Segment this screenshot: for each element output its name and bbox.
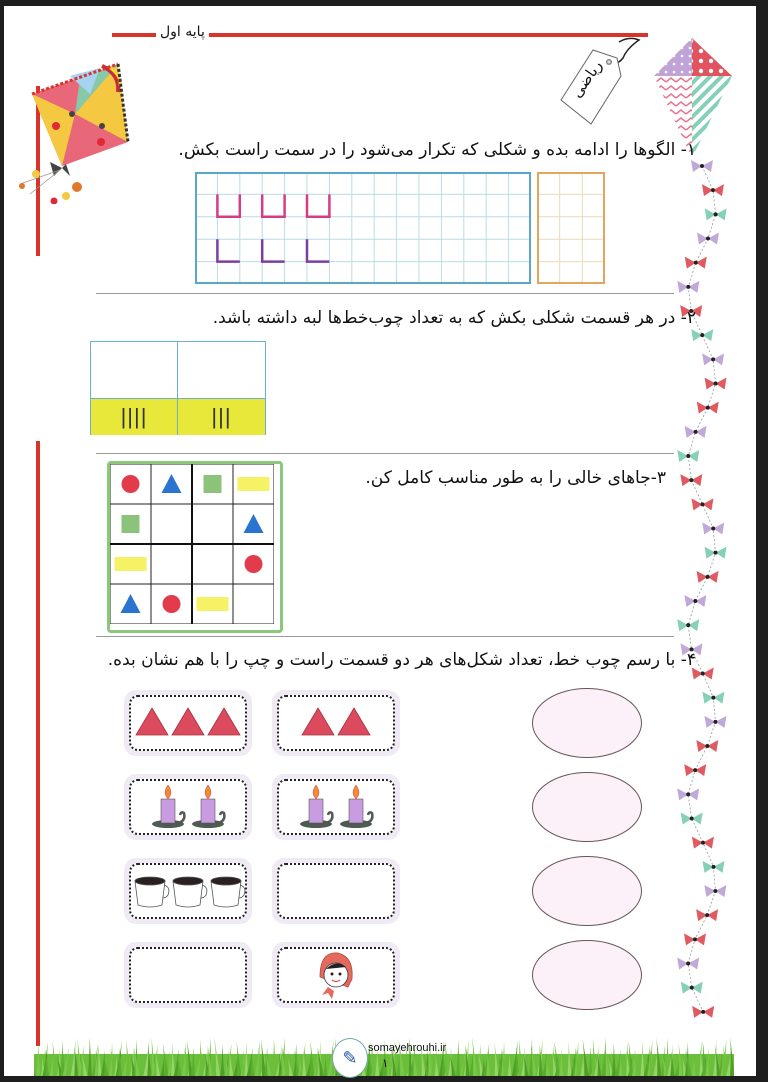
grade-label: پایه اول [156,24,209,40]
question-1-pattern-grid [195,172,531,284]
green-square-shape [204,475,222,493]
bow-knot [711,696,715,700]
bow-knot [701,672,705,676]
green-square-shape [122,515,140,533]
bow-knot [701,841,705,845]
answer-grid-border [538,173,604,283]
kite-left-tail-dots [14,166,74,206]
grid-border [196,173,530,283]
worksheet-page [4,6,756,1076]
candle-item [152,785,184,828]
l-pattern-shape [262,239,284,261]
bow-knot [714,382,718,386]
bow-knot [705,744,709,748]
question-3-sudoku-grid [107,461,283,633]
bow-knot [693,937,697,941]
q4-row-1-answer-oval[interactable] [532,688,642,758]
yellow-rectangle-shape [115,557,147,571]
bow-knot [690,817,694,821]
tally-marks-3: ||| [211,404,232,429]
candle-item [340,785,372,828]
website-label: somayehrouhi.ir [368,1042,447,1054]
bow-garland-decoration [672,156,742,1046]
bow-knot [686,623,690,627]
tally-cell-2-drawing-area[interactable] [178,342,265,398]
sudoku-cell-empty[interactable] [233,584,274,624]
bow-knot [693,599,697,603]
triangle-item [302,708,334,735]
tally-cell-1 [91,398,178,435]
q4-row-2-right-box [272,774,400,840]
tally-cell-1-drawing-area[interactable] [91,342,178,398]
dotted-border [129,947,247,1003]
red-circle-shape [163,595,181,613]
bow-knot [711,188,715,192]
frame-left-line-lower [36,441,40,1046]
cup-item [211,877,245,907]
candle-item [192,785,224,828]
bow-knot [706,575,710,579]
bow-knot [706,406,710,410]
bow-knot [694,261,698,265]
subject-tag-illustration [539,36,659,131]
dotted-border [277,863,395,919]
section-divider-2 [96,453,674,454]
bow-knot [713,720,717,724]
bow-knot [686,285,690,289]
bow-knot [711,527,715,531]
bow-knot [693,768,697,772]
triangle-item [136,708,168,735]
bow-knot [700,333,704,337]
question-3-title: ۳-جاهای خالی را به طور مناسب کامل کن. [365,468,666,488]
bow-knot [690,986,694,990]
q4-row-4-right-box [272,942,400,1008]
q4-row-3-right-box[interactable] [272,858,400,924]
bow-knot [712,865,716,869]
bow-knot [694,430,698,434]
bow-knot [700,164,704,168]
u-pattern-shape [217,194,239,216]
triangle-item [208,708,240,735]
q4-row-1-right-box [272,690,400,756]
girl-face-item [320,953,352,999]
q4-row-3-answer-oval[interactable] [532,856,642,926]
bow-knot [686,792,690,796]
question-2-title: ۲- در هر قسمت شکلی بکش که به تعداد چوب‌خط‌ها لبه داشته باشد. [212,308,696,328]
tally-marks-4: |||| [120,404,148,429]
bow-knot [714,212,718,216]
question-4-title: ۴- با رسم چوب خط، تعداد شکل‌های هر دو قسمت راست و چپ را با هم نشان بده. [107,650,696,670]
q4-row-4-left-box[interactable] [124,942,252,1008]
logo-calligraphy-icon: ✎ [342,1047,358,1069]
site-logo [332,1038,368,1078]
triangle-item [172,708,204,735]
q4-row-4-answer-oval[interactable] [532,940,642,1010]
question-1-title: ۱- الگوها را ادامه بده و شکلی که تکرار می‌شود را در سمت راست بکش. [178,140,696,160]
bow-knot [701,1010,705,1014]
bow-knot [705,913,709,917]
sudoku-cell-empty[interactable] [192,504,233,544]
red-circle-shape [245,555,263,573]
q4-row-1-left-box [124,690,252,756]
section-divider-1 [96,293,674,294]
bow-knot [689,478,693,482]
l-pattern-shape [307,239,329,261]
garland-string [688,166,715,1012]
sudoku-cell-empty[interactable] [192,544,233,584]
yellow-rectangle-shape [197,597,229,611]
page-number: ۱ [382,1056,389,1070]
q4-row-2-left-box [124,774,252,840]
sudoku-cell-empty[interactable] [151,544,192,584]
bow-knot [686,454,690,458]
tally-cell-2 [178,398,265,435]
q4-row-2-answer-oval[interactable] [532,772,642,842]
question-1-answer-grid[interactable] [537,172,605,284]
bow-knot [686,962,690,966]
bow-knot [714,551,718,555]
yellow-rectangle-shape [238,477,270,491]
candle-item [300,785,332,828]
bow-knot [700,502,704,506]
bow-knot [711,357,715,361]
triangle-item [338,708,370,735]
u-pattern-shape [307,194,329,216]
cup-item [135,877,169,907]
l-pattern-shape [217,239,239,261]
bow-knot [713,889,717,893]
subject-tag-label: ریاضی [567,56,606,102]
section-divider-3 [96,636,674,637]
q4-row-3-left-box [124,858,252,924]
u-pattern-shape [262,194,284,216]
question-2-tally-table [90,341,266,435]
red-circle-shape [122,475,140,493]
bow-knot [706,237,710,241]
sudoku-cell-empty[interactable] [151,504,192,544]
cup-item [173,877,207,907]
